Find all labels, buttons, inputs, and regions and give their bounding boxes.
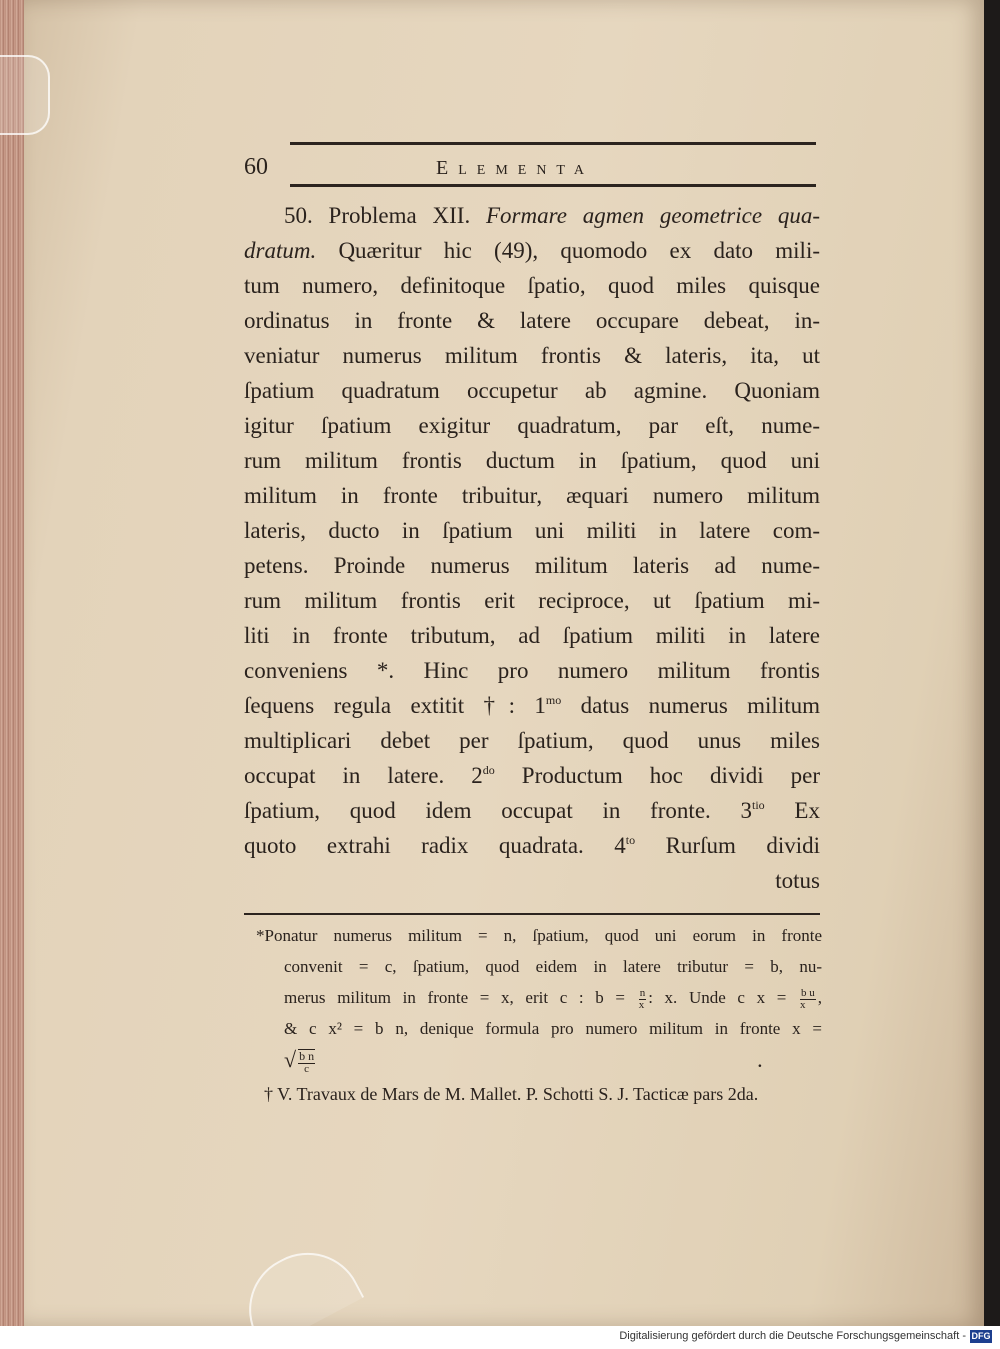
header-rule-top — [290, 142, 816, 145]
text-line: militum in fronte tribuitur, æquari numero militum — [244, 483, 820, 508]
text-line: veniatur numerus militum frontis & lateris, ita, ut — [244, 343, 820, 368]
fraction: $\frac{n}{x}$ — [638, 986, 646, 1011]
text-line: quoto extrahi radix quadrata. $4^{to}$ Rurſum dividi — [244, 833, 820, 858]
text-line: ſequens regula extitit †: $1^{mo}$ datus numerus militum — [244, 693, 820, 718]
square-root-formula: √ $\frac{\text{b n}}{c}$ . — [284, 1047, 763, 1075]
footnote-line: merus militum in fronte = x, erit c : b = $\frac{n}{x}$ : x. Unde c x = $\frac{\text{b u}}{x}$ , — [284, 986, 823, 1011]
fraction: $\frac{\text{b u}}{x}$ — [800, 986, 815, 1011]
text-line: multiplicari debet per ſpatium, quod unus miles — [244, 728, 820, 753]
footnote-line: convenit = c, ſpatium, quod eidem in latere tributur = b, nu- — [284, 957, 822, 976]
header-rule-bottom — [290, 184, 816, 187]
text-line: petens. Proinde numerus militum lateris ad nume- — [244, 553, 820, 578]
text-line: rum militum frontis ductum in ſpatium, quod uni — [244, 448, 820, 473]
text-line: ſpatium, quod idem occupat in fronte. $3^{tio}$ Ex — [244, 798, 820, 823]
text-line: ſpatium quadratum occupetur ab agmine. Quoniam — [244, 378, 820, 403]
text-line: 50. Problema XII. Formare agmen geometrice qua- — [284, 203, 820, 228]
digitization-footer — [0, 1326, 1000, 1349]
text-line: occupat in latere. $2^{do}$ Productum hoc dividi per — [244, 763, 820, 788]
dfg-logo: DFG — [971, 1331, 991, 1341]
footnote-line: *Ponatur numerus militum = n, ſpatium, quod uni eorum in fronte — [256, 926, 822, 945]
text-line: ordinatus in fronte & latere occupare debeat, in- — [244, 308, 820, 333]
fraction: $\frac{\text{b n}}{c}$ — [299, 1048, 315, 1075]
text-line: rum militum frontis erit reciproce, ut ſpatium mi- — [244, 588, 820, 613]
footnote-rule — [244, 913, 820, 915]
footnote-block — [256, 920, 822, 1082]
sqrt-symbol: √ — [284, 1047, 297, 1072]
text-line: conveniens *. Hinc pro numero militum frontis — [244, 658, 820, 683]
page-header — [244, 142, 816, 192]
dark-border — [984, 0, 1000, 1326]
text-line: dratum. Quæritur hic (49), quomodo ex dato mili- — [244, 238, 820, 263]
footnote-dagger: † V. Travaux de Mars de M. Mallet. P. Schotti S. J. Tacticæ pars 2da. — [264, 1084, 759, 1104]
book-edge — [0, 0, 26, 1326]
text-line: liti in fronte tributum, ad ſpatium militi in latere — [244, 623, 820, 648]
dfg-credit: Digitalisierung gefördert durch die Deutsche Forschungsgemeinschaft - — [619, 1330, 966, 1342]
text-line: igitur ſpatium exigitur quadratum, par eſt, nume- — [244, 413, 820, 438]
catchword: totus — [775, 868, 820, 893]
body-text — [244, 198, 820, 898]
page-number: 60 — [244, 154, 268, 180]
text-line: tum numero, definitoque ſpatio, quod miles quisque — [244, 273, 820, 298]
page-clip-top — [0, 55, 50, 135]
running-head: Elementa — [436, 157, 594, 179]
footnote-line: & c x² = b n, denique formula pro numero militum in fronte x = — [284, 1019, 822, 1038]
text-line: lateris, ducto in ſpatium uni militi in latere com- — [244, 518, 820, 543]
